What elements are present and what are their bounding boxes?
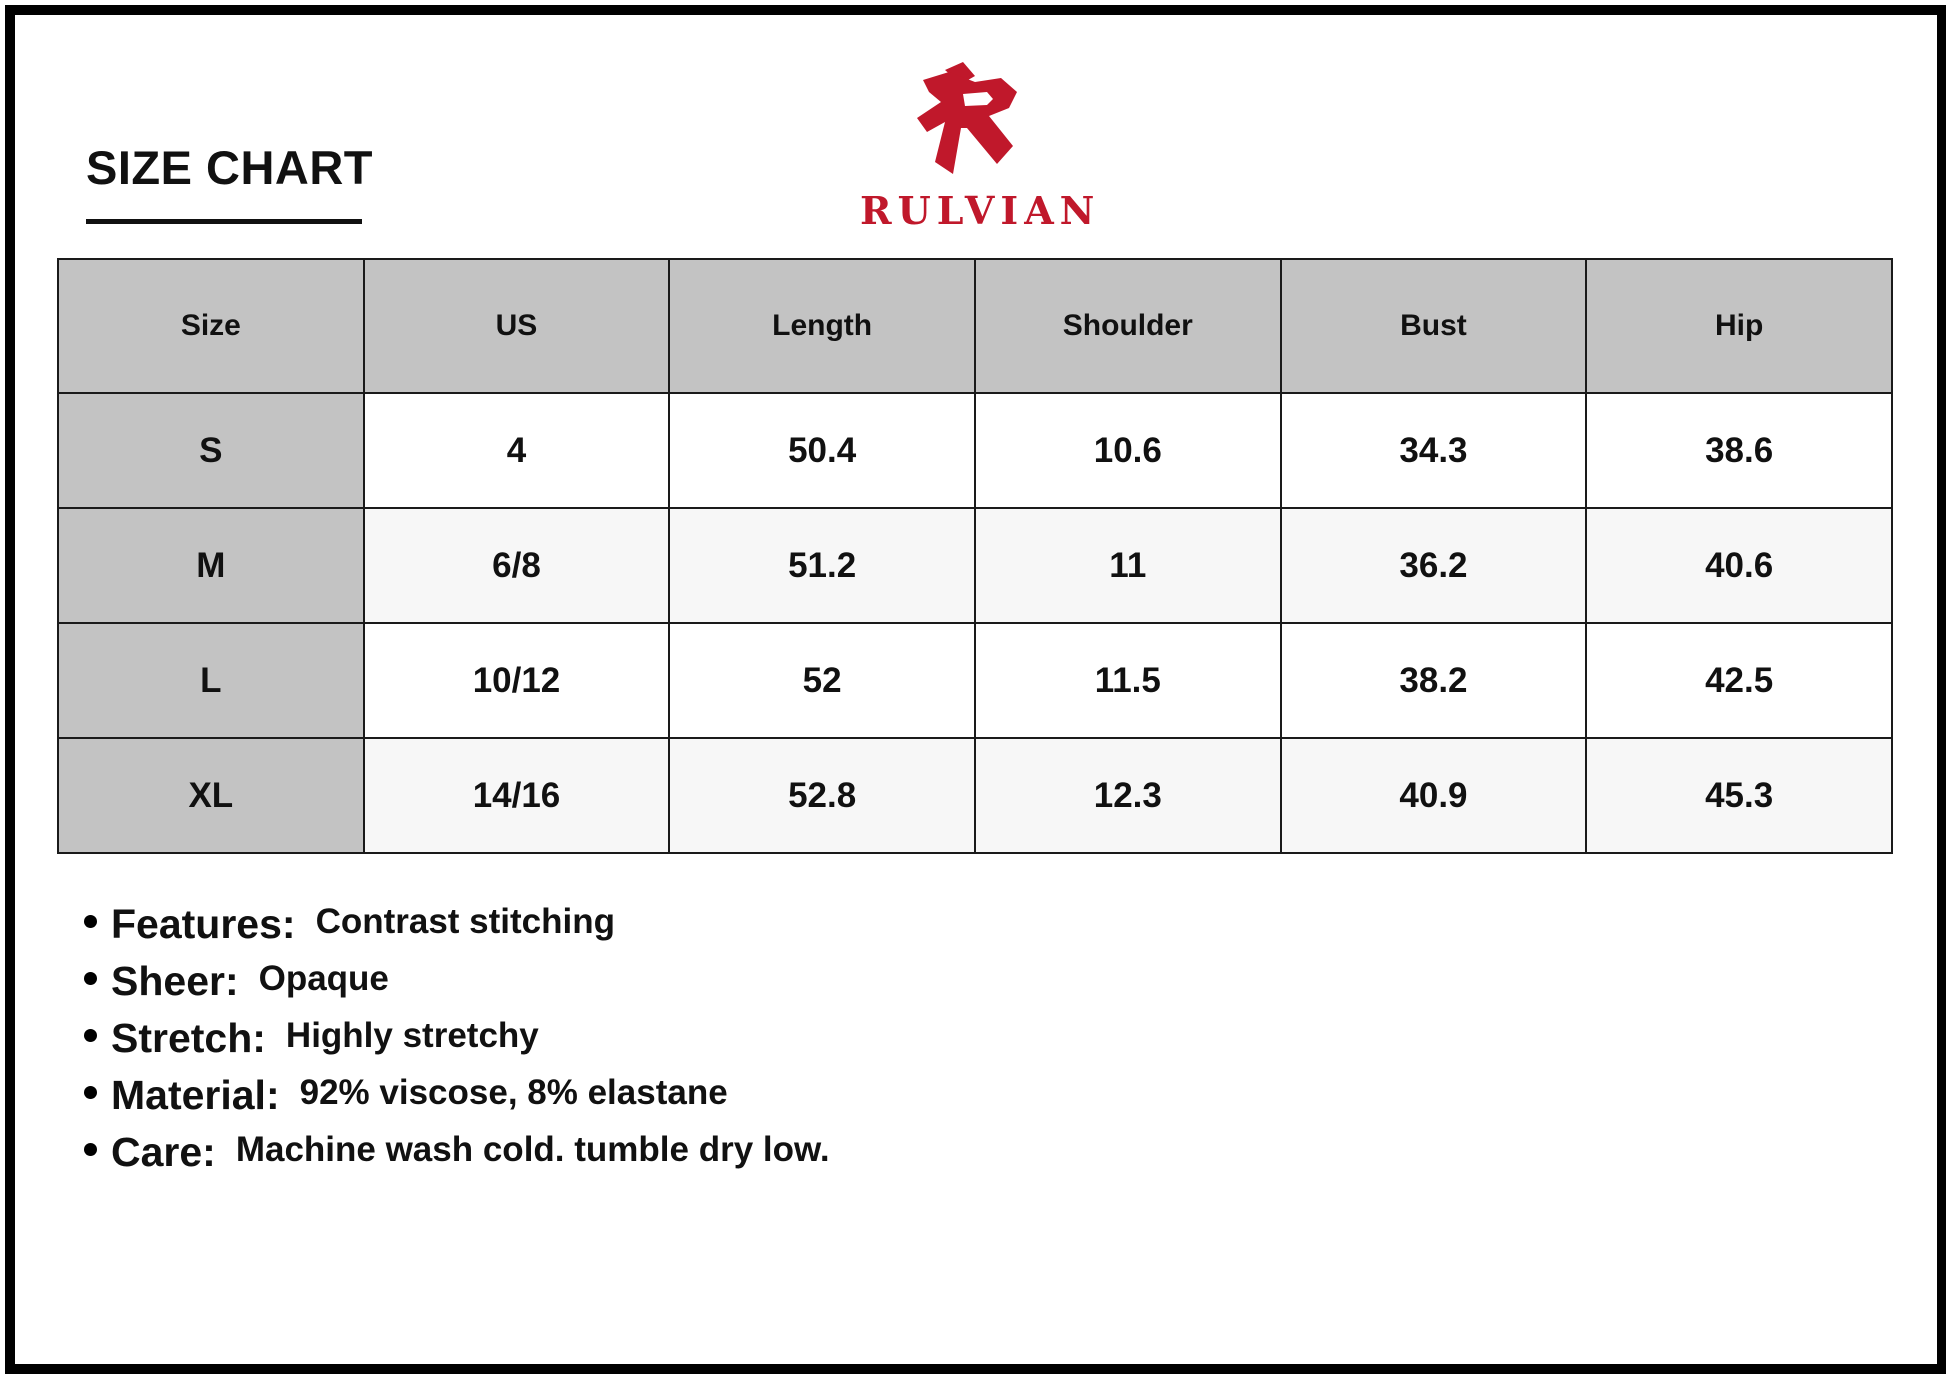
shoulder-cell: 12.3 [975,738,1281,853]
feature-item-features [84,893,830,950]
rulvian-r-logo-icon [905,62,1045,184]
feature-item-sheer [84,950,830,1007]
feature-item-stretch [84,1007,830,1064]
feature-label: Features: [111,901,296,947]
feature-label: Sheer: [111,958,239,1004]
shoulder-cell: 10.6 [975,393,1281,508]
length-cell: 51.2 [669,508,975,623]
hip-cell: 38.6 [1586,393,1892,508]
bullet-icon [84,972,97,985]
bullet-icon [84,1086,97,1099]
size-cell: S [58,393,364,508]
feature-value: Contrast stitching [315,901,616,941]
column-header-size: Size [58,259,364,393]
bust-cell: 40.9 [1281,738,1587,853]
us-cell: 10/12 [364,623,670,738]
column-header-us: US [364,259,670,393]
table-header-row [58,259,1892,393]
bust-cell: 38.2 [1281,623,1587,738]
bullet-icon [84,915,97,928]
feature-item-care [84,1121,830,1178]
feature-value: 92% viscose, 8% elastane [299,1072,728,1112]
feature-value: Opaque [258,958,389,998]
brand-logo [860,62,1101,237]
size-cell: L [58,623,364,738]
feature-label: Care: [111,1129,216,1175]
bullet-icon [84,1029,97,1042]
length-cell: 52.8 [669,738,975,853]
brand-name: RULVIAN [860,188,1101,233]
bust-cell: 36.2 [1281,508,1587,623]
size-table [57,258,1893,854]
us-cell: 4 [364,393,670,508]
bust-cell: 34.3 [1281,393,1587,508]
column-header-shoulder: Shoulder [975,259,1281,393]
column-header-length: Length [669,259,975,393]
page-title: SIZE CHART [86,141,373,194]
feature-list [84,893,830,1178]
us-cell: 6/8 [364,508,670,623]
hip-cell: 42.5 [1586,623,1892,738]
size-cell: M [58,508,364,623]
feature-value: Highly stretchy [285,1015,539,1055]
column-header-bust: Bust [1281,259,1587,393]
size-cell: XL [58,738,364,853]
shoulder-cell: 11 [975,508,1281,623]
length-cell: 52 [669,623,975,738]
table-row [58,738,1892,853]
feature-label: Material: [111,1072,280,1118]
hip-cell: 45.3 [1586,738,1892,853]
table-row [58,508,1892,623]
title-underline [86,219,362,224]
table-row [58,393,1892,508]
bullet-icon [84,1143,97,1156]
column-header-hip: Hip [1586,259,1892,393]
us-cell: 14/16 [364,738,670,853]
feature-value: Machine wash cold. tumble dry low. [235,1129,830,1169]
shoulder-cell: 11.5 [975,623,1281,738]
feature-item-material [84,1064,830,1121]
hip-cell: 40.6 [1586,508,1892,623]
length-cell: 50.4 [669,393,975,508]
table-row [58,623,1892,738]
feature-label: Stretch: [111,1015,266,1061]
